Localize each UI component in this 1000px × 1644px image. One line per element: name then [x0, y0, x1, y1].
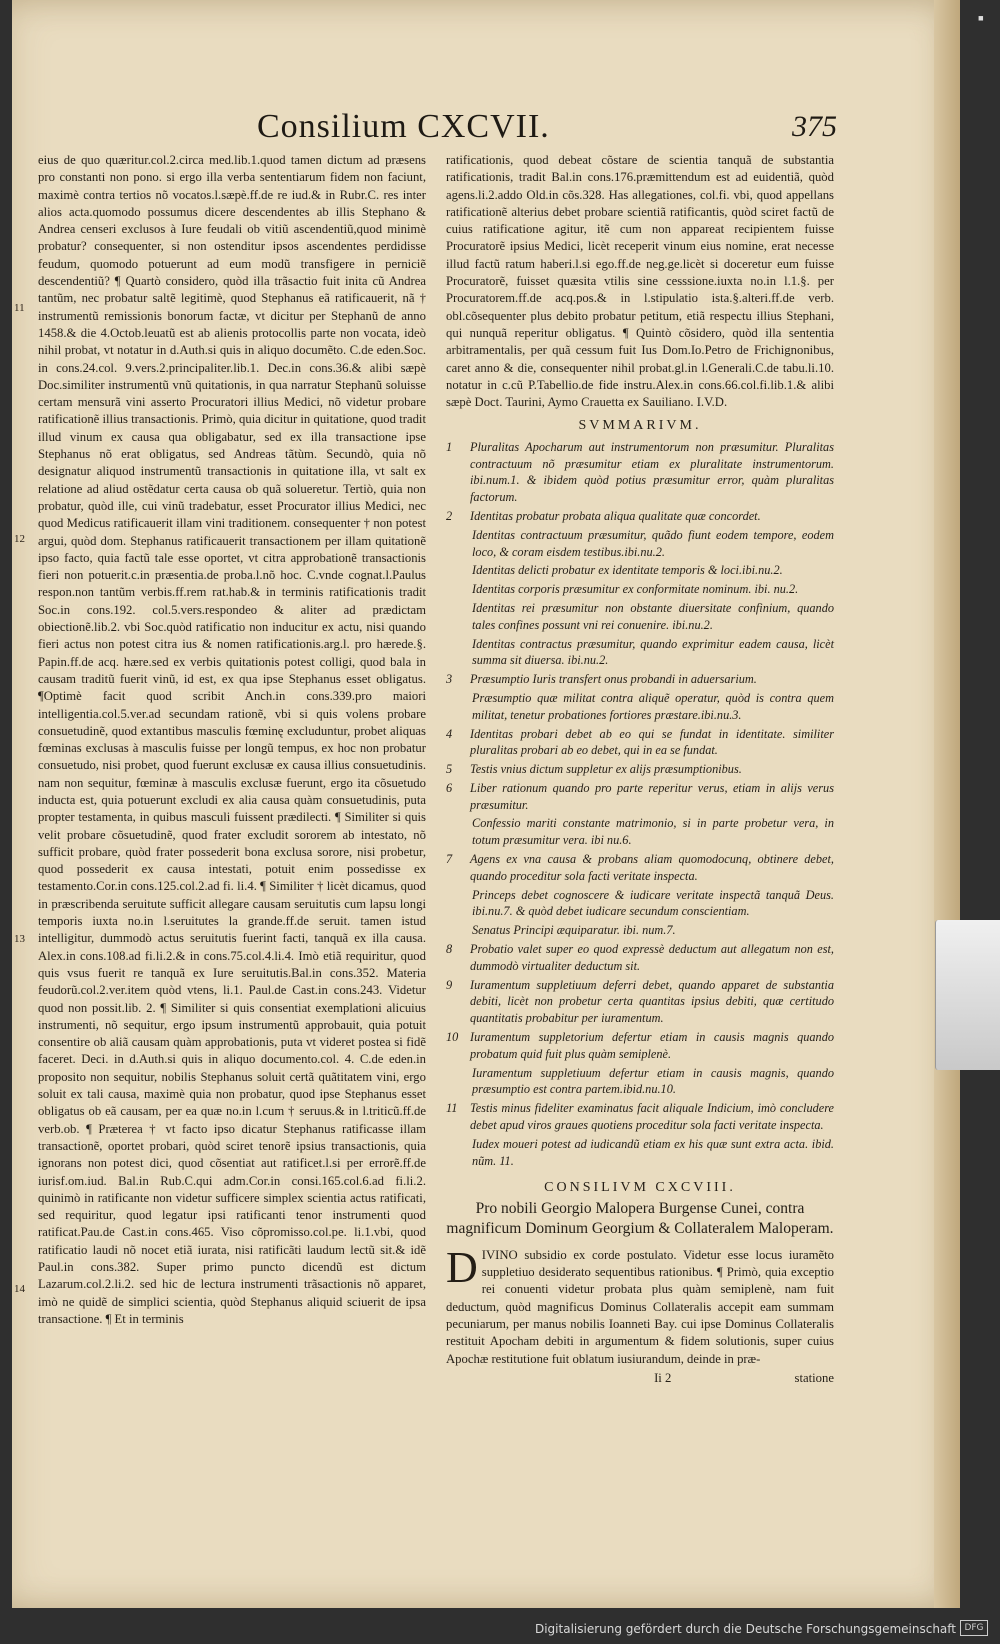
dfg-logo: DFG: [960, 1620, 988, 1636]
summary-item: 7 Agens ex vna causa & probans aliam quomodocunq, obtinere debet, quando proceditur sola facti veritate inspecta.: [446, 852, 834, 883]
book-page: [12, 0, 960, 1608]
summary-item: 3 Præsumptio Iuris transfert onus probandi in aduersarium.: [446, 672, 757, 687]
summary-item: Identitas contractuum præsumitur, quãdo fiunt eodem tempore, eodem loco, & coram eisdem testibus.ibi.nu.2.: [472, 527, 834, 559]
margin-number: 12: [14, 533, 25, 545]
summary-item: Identitas delicti probatur ex identitate temporis & loci.ibi.nu.2.: [472, 563, 783, 578]
margin-number: 13: [14, 933, 25, 945]
summary-item: 2 Identitas probatur probata aliqua qualitate quæ concordet.: [446, 508, 761, 523]
consilium-body: DIVINO subsidio ex corde postulato. Videtur esse locus iuramẽto suppletiuo desiderato sequentibus rationibus. ¶ Primò, quia exceptio rei conuenti videtur probata plus quàm semiplenè, nam fuit deductum, quòd magnificus Dominus Collateralis accepit eam summam pecuniarum, per manus nobilis Ioanneti Bay. cui ipse Dominus Collateralis restituit Apocham debiti in argumentum & fidem solutionis, super cuius Apochæ restitutione fuit oblatum iusiurandum, deinde in præ-: [446, 1242, 834, 1366]
summary-item: Confessio mariti constante matrimonio, si in parte probetur vera, in totum præsumitur vera. ibi nu.6.: [472, 816, 834, 848]
margin-number: 14: [14, 1283, 25, 1295]
summary-item: 11 Testis minus fideliter examinatus facit aliquale Indicium, imò concludere debet apud viros graues quotiens proceditur sola facti veritate inspecta.: [446, 1101, 834, 1133]
bookmark-strip: [935, 920, 1000, 1070]
running-title: Consilium CXCVII.: [257, 108, 550, 145]
summary-item: 1 Pluralitas Apocharum aut instrumentorum non præsumitur. Pluralitas contractuum nõ præsumitur etiam ex pluralitate instrumentorum. ibi.num.1. & ibidem quòd potius præsumitur error, quàm pluralitas factorum.: [446, 439, 834, 505]
page-edge: [934, 0, 960, 1608]
left-column-text: eius de quo quæritur.col.2.circa med.lib.1.quod tamen dictum ad præsens pro constanti non pono. si ergo illa verba sententiarum fidem non faciunt, maximè contra tertios nõ vocatos.l.sæpè.ff.de re iud.& in Rubr.C. res inter alios acta.quomodo possumus dicere descendentes ab illis Stephano & Andrea censeri exclusos à Iure feudali ob vitiũ ascendentiũ,quod minimè probatur? consequenter, si non ostenditur ipsos ascendentes perdidisse feudum, quomodo potuerunt ad eum modũ transfigere in perniciẽ descendentiũ? ¶ Quartò considero, quòd illa trãsactio fuit inita cũ Andrea tantũm, nec probatur saltẽ legitimè, quod Stephanus eã ratificauerit, nã † instrumentũ remissionis bonorum factæ, vt dicitur per Stephanũ de anno 1458.& die 4.Octob.leuatũ est ab alienis protocollis parte non vocata, ideò nihil probat, vt notatur in d.Auth.si quis in aliquo documẽto. C.de eden.Soc. in cons.24.col. 9.vers.2.principaliter.lib.1. Dec.in cons.36.& alibi sæpè Doc.similiter instrumentũ vnũ quitationis, in qua narratur Stephanũ soluisse certam mensurã vini asserto Procuratori illius Medici, nõ videtur probare ratificationẽ illius transactionis. Primò, quia dicitur in quitatione, quod tradit illud vinum ex causa qua obligabatur, sed ex illa transactione ipse Stephanus nõ erat obligatus, sed Andreas tãtùm. Secundò, quia nõ designatur aliquod instrumentũ transactionis in quitatione illa, vt salt ex relatione ad aliud ostẽdatur certa causa ob quã solueretur. Tertiò, quia non probatur, quòd ille, cui vinũ tradebatur, esset Procurator illius Medici, nec quod Medicus ratificauerit illam vini traditionem. consequenter † non potest argui, quòd dom. Stephanus ratificauerit transactionem per illam quitationẽ ipso facto, quia factũ tale esse oportet, vt citra approbationẽ transactionis fieri non potuerit.c.in præsentia.de proba.l.nõ hoc. C.vnde cognat.l.Paulus respon.non tantũm verbis.ff.rem rat.hab.& in terminis ratificationis tradit Soc.in cons.192. col.5.vers.respondeo & aliter ad prædictam obiectionẽ.lib.2. vbi Soc.quòd ratificatio non inducitur ex actu, nisi quando fieri actus non potest citra ius & nomen ratificationis.arg.l. pro hærede.§. Papin.ff.de acq. hære.sed ex verbis quitationis potest colligi, quod bala in causam traditũ fuerit vinũ, id est, ex qua ipse Stephanus esset obligatus. ¶Optimè facit quod scribit Anch.in cons.339.pro maiori intelligentia.col.5.ver.ad secundam rationẽ, vbi si quis volens probare consuetudinẽ, quod extantibus masculis fœminę excluduntur, probet aliquas fœminas exclusas à masculis fuisse per longũ tempus, ex hoc non probatur consuetudo, nisi probet, quod fuerunt exclusæ ex causa illius consuetudinis. nam non sequitur, fœminæ à masculis exclusæ fuerunt, ergo ita cõsuetudo inducta est, quia potuerunt excludi ex alia causa quàm consuetudinis, puta propter testamenta, in quibus masculi fuissent prædilecti. ¶ Similiter si quis velit probare cõsuetudinẽ, quod frater excludit sororem ab intestato, nõ sufficit probare, quòd frater possederit bona exclusa sorore, nisi probetur, quod possederit ex causa intestati, potuit enim possedisse ex testamento.Cor.in cons.125.col.2.ad fi. li.4. ¶ Similiter † licèt dicamus, quod in præscribenda seruitute sufficit allegare causam seruitutis cum lapsu longi temporis iuxta no.in l.seruitutes la grande.ff.de seruit. tamen istud intelligitur, dummodò actus seruitutis fuerint facti, tanquã ex illa causa. Alex.in cons.108.ad fi.li.2.& in cons.75.col.4.li.4. Imò etiã requiritur, quod quis vsus fuerit re tanquã ex Iure seruitutis.Bal.in cons.352. Materia feudorũ.col.2.ver.item quòd vtens, li.1. Paul.de Cast.in cons.243. Videtur quod non possit.lib. 2. ¶ Similiter si quis consentiat exemplationi alicuius instrumenti, nõ sequitur, ergo ipsum instrumentũ approbauit, quia potuit consentire ob aliã causam quàm approbationis, puta vt videret postea si fidẽ faceret. Deci. in d.Auth.si quis in aliquo documento.col. 4. C.de eden.in proposito non sequitur, nobilis Stephanus soluit certã quãtitatem vini, ergo soluit ex tali causa, maximè quia non probatur, quod ipse Stephanus esset obligatus ob eã causam, per ea quæ no.in l.cum † seruus.& in l.triticũ.ff.de verb.ob. ¶ Præterea † vt facto ipso dicatur Stephanus ratificasse illam transactionẽ, oportet probari, quòd sciret tenorẽ ipsius transactionis, quia ignorans non potest dici, quod cõsentiat aut ratificet.l.si per errorẽ.ff.de iurisf.om.iud. Bal.in Rub.C.qui adm.Cor.in consi.165.col.6.ad fi.li.2. quinimò in ratificante non videtur sufficere simplex scientia actus ratificati, sed requiritur, quod legatur ipsi ratificanti tenor instrumenti quod ratificat.Pau.de Cast.in cons.465. Viso cõpromisso.col.pe. li.1.vbi, quod ratificatio laudi nõ nocet etiã iurata, nisi ratificãti laudum lectũ sit.& idẽ Paul.in cons.382. Super primo puncto dicendũ est dictum Lazarum.col.2.li.2. sed hic de lectura instrumenti trãsactionis nõ apparet, imò ne quidẽ de simplici scientia, quòd Stephanus aliquid sciuerit de ipsa transactione. ¶ Et in terminis: [38, 153, 426, 1326]
summary-item: Iudex moueri potest ad iudicandũ etiam ex his quæ sunt extra acta. ibid. nũm. 11.: [472, 1136, 834, 1168]
summary-item: 5 Testis vnius dictum suppletur ex alijs præsumptionibus.: [446, 762, 742, 777]
signature-line: [446, 1370, 834, 1387]
summary-item: Identitas rei præsumitur non obstante diuersitate confinium, quando tales confines possunt vni rei conuenire. ibi.nu.2.: [472, 600, 834, 632]
summary-item: 10 Iuramentum suppletorium defertur etiam in causis magnis quando probatum quid fuit plus quàm semiplenè.: [446, 1030, 834, 1061]
catchword: statione: [794, 1370, 834, 1385]
summary-heading: SVMMARIVM.: [578, 418, 702, 434]
page-header: [12, 100, 960, 150]
funding-credit: Digitalisierung gefördert durch die Deutsche Forschungsgemeinschaft: [534, 1622, 956, 1636]
footer-bar: [0, 1608, 1000, 1644]
summary-item: Princeps debet cognoscere & iudicare veritate inspectã tanquã Deus. ibi.nu.7. & quòd debet iudicare secundum conscientiam.: [472, 887, 834, 919]
summary-item: Identitas contractus præsumitur, quando exprimitur eadem causa, licèt summa sit diuersa. ibi.nu.2.: [472, 636, 834, 668]
summary-item: Senatus Principi æquiparatur. ibi. num.7.: [472, 923, 676, 938]
summary-item: Præsumptio quæ militat contra aliquẽ operatur, quòd is contra quem militat, tenetur probationes fortiores præstare.ibi.nu.3.: [472, 690, 834, 722]
right-column-intro: ratificationis, quod debeat cõstare de scientia tanquã de substantia ratificationis, tradit Bal.in cons.176.præmittendum est ad euidentiã, quòd agens.li.2.addo Old.in cõs.328. Has allegationes, col.fi. vbi, quod appellans ratificationẽ alterius debet probare scientiã ratificantis, quòd sciret factũ de cuius ratificatione agitur, itẽ cum non appareat recipientem fuisse Procuratorẽ ipsius Medici, licèt receperit vinum eius nomine, erat necesse illud factũ ratum haberi.l.si ego.ff.de neg.ge.licèt si doceretur eum fuisse Procuratorẽ, fuisset quæsita vtilis sine cesssione.iuxta no.in l.1.§. per Procuratorem.ff.de acq.pos.& in l.stipulatio ista.§.alteri.ff.de verb. obl.cõsequenter plus debito probatur petitum, etiã respectu illius Stephani, qui nunquã reperitur obligatus. ¶ Quintò cõsidero, quòd illa sententia arbitramentalis, per quã cessum fuit Ius Dom.Io.Petro de Frichignonibus, caret anno & die, consequenter nihil probat.gl.in l.Generali.C.de tabu.li.10. notatur in c.cũ P.Tabellio.de fide instru.Alex.in cons.66.col.fi.lib.1.& alibi sæpè Doct. Taurini, Aymo Crauetta ex Sauiliano. I.V.D.: [446, 153, 834, 410]
summary-item: 9 Iuramentum suppletiuum deferri debet, quando apparet de substantia debiti, licèt non probetur certa quantitas ipsius debiti, quæ certitudo quantitatis probabitur per iuramentum.: [446, 977, 834, 1026]
summary-item: 6 Liber rationum quando pro parte reperitur verus, etiam in alijs verus præsumitur.: [446, 780, 834, 812]
summary-list: [446, 439, 834, 1170]
margin-number: 11: [14, 302, 25, 314]
summary-item: 8 Probatio valet super eo quod expressè deductum aut allegatum non est, dummodò virtualiter deductum sit.: [446, 942, 834, 973]
left-column: [38, 152, 426, 1328]
right-column: [446, 152, 834, 1387]
summary-item: Identitas corporis præsumitur ex conformitate nominum. ibi. nu.2.: [472, 582, 799, 597]
summary-item: Iuramentum suppletiuum defertur etiam in causis magnis, quando præsumptio est contra partem.ibid.nu.10.: [472, 1065, 834, 1097]
consilium-heading: CONSILIVM CXCVIII.: [544, 1180, 736, 1196]
summary-item: 4 Identitas probari debet ab eo qui se fundat in identitate. similiter pluralitas probari ab eo debet, qui in ea se fundat.: [446, 726, 834, 758]
signature-mark: Ii 2: [654, 1370, 672, 1385]
flag-marker: ▪: [977, 8, 984, 28]
page-number: 375: [792, 110, 837, 143]
consilium-subtitle: Pro nobili Georgio Malopera Burgense Cunei, contra magnificum Dominum Georgium & Collateralem Maloperam.: [446, 1199, 834, 1237]
drop-capital: D: [446, 1242, 478, 1292]
